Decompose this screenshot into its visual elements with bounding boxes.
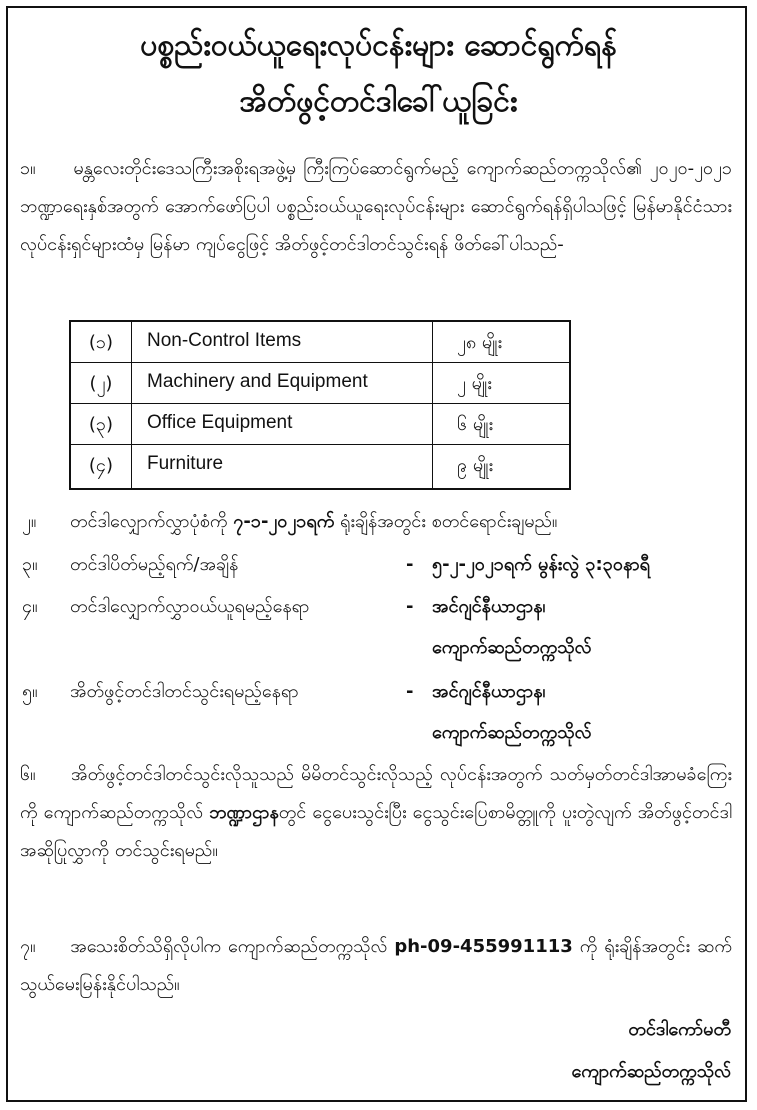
item-4-number: ၄။ (22, 596, 38, 617)
item-1-paragraph (20, 150, 732, 264)
row-number: (၁) (88, 332, 114, 353)
table-row (71, 445, 569, 486)
notice-title-line1: ပစ္စည်းဝယ်ယူရေးလုပ်ငန်းများ ဆောင်ရွက်ရန် (140, 28, 617, 63)
item-3-number: ၃။ (22, 554, 38, 575)
item-1-number: ၁။ (20, 158, 36, 179)
item-6-text-b: တွင် ငွေပေးသွင်းပြီး ငွေသွင်းပြေစာမိတ္တူကို ပူးတွဲလျက် အိတ်ဖွင့်တင်ဒါအဆိုပြုလွှာကို တင်သွင်းရမည်။ (20, 802, 732, 861)
row-number: (၃) (88, 414, 114, 435)
row-number: (၂) (89, 373, 113, 394)
row-quantity: ၆ မျိုး (457, 414, 494, 435)
table-row (71, 322, 569, 363)
item-7-text-b: ကို ရုံးချိန်အတွင်း ဆက်သွယ်မေးမြန်းနိုင်ပါသည်။ (20, 936, 732, 995)
table-row (71, 363, 569, 404)
item-7-phone: ph-09-455991113 (394, 936, 573, 957)
row-quantity: ၉ မျိုး (457, 455, 494, 476)
item-5-label: အိတ်ဖွင့်တင်ဒါတင်သွင်းရမည့်နေရာ (70, 681, 299, 702)
item-2-date: ၇-၁-၂၀၂၁ရက် (233, 511, 335, 532)
item-3-value: ၅-၂-၂၀၂၁ရက် မွန်းလွဲ ၃:၃၀နာရီ (432, 554, 650, 575)
item-2-prefix: တင်ဒါလျှောက်လွှာပုံစံကို (70, 511, 228, 532)
row-quantity: ၂ မျိုး (457, 373, 492, 394)
signature-committee: တင်ဒါကော်မတီ (628, 1019, 731, 1040)
item-5-dash: - (406, 681, 414, 702)
item-5-number: ၅။ (22, 681, 38, 702)
item-1-text: မန္တလေးတိုင်းဒေသကြီးအစိုးရအဖွဲ့မှ ကြီးကြပ်ဆောင်ရွက်မည့် ကျောက်ဆည်တက္ကသိုလ်၏ ၂၀၂၀-၂၀၂၁ ဘဏ္ဍာရေးနှစ်အတွက် အောက်ဖော်ပြပါ ပစ္စည်းဝယ်ယူရေးလုပ်ငန်းများ ဆောင်ရွက်ရန်ရှိပါသဖြင့် မြန်မာနိုင်ငံသားလုပ်ငန်းရှင်များထံမှ မြန်မာ ကျပ်ငွေဖြင့် အိတ်ဖွင့်တင်ဒါတင်သွင်းရန် ဖိတ်ခေါ်ပါသည်- (20, 158, 732, 255)
notice-title-line2: အိတ်ဖွင့်တင်ဒါခေါ်ယူခြင်း (239, 84, 518, 119)
row-item-name: Machinery and Equipment (147, 371, 368, 392)
item-7-text-a: အသေးစိတ်သိရှိလိုပါက ကျောက်ဆည်တက္ကသိုလ် (70, 936, 388, 957)
item-7-number: ၇။ (20, 936, 36, 957)
row-item-name: Non-Control Items (147, 330, 302, 351)
item-4-value-1: အင်ဂျင်နီယာဌာန၊ (432, 596, 546, 617)
item-2-suffix: ရုံးချိန်အတွင်း စတင်ရောင်းချမည်။ (340, 511, 558, 532)
row-item-name: Furniture (147, 453, 224, 474)
item-2-line (70, 508, 557, 536)
item-4-dash: - (406, 596, 414, 617)
item-7-paragraph (20, 928, 732, 1004)
item-3-dash: - (406, 554, 414, 575)
items-table (69, 320, 571, 490)
item-4-label: တင်ဒါလျှောက်လွှာဝယ်ယူရမည့်နေရာ (70, 596, 310, 617)
item-5-value-2: ကျောက်ဆည်တက္ကသိုလ် (432, 722, 592, 743)
item-2-number: ၂။ (22, 511, 37, 532)
item-4-value-2: ကျောက်ဆည်တက္ကသိုလ် (432, 637, 592, 658)
signature-university: ကျောက်ဆည်တက္ကသိုလ် (571, 1061, 731, 1082)
item-6-number: ၆။ (20, 764, 36, 785)
item-6-bold: ဘဏ္ဍာဌာန (209, 802, 279, 823)
item-6-text-a: အိတ်ဖွင့်တင်ဒါတင်သွင်းလိုသူသည် မိမိတင်သွင်းလိုသည့် လုပ်ငန်းအတွက် သတ်မှတ်တင်ဒါအာမခံကြေးကို ကျောက်ဆည်တက္ကသိုလ် (20, 764, 732, 823)
row-item-name: Office Equipment (147, 412, 293, 433)
item-6-paragraph (20, 756, 732, 870)
item-5-value-1: အင်ဂျင်နီယာဌာန၊ (432, 681, 546, 702)
table-row (71, 404, 569, 445)
item-3-label: တင်ဒါပိတ်မည့်ရက်/အချိန် (70, 554, 239, 575)
row-quantity: ၂၈ မျိုး (457, 332, 503, 353)
row-number: (၄) (88, 455, 114, 476)
